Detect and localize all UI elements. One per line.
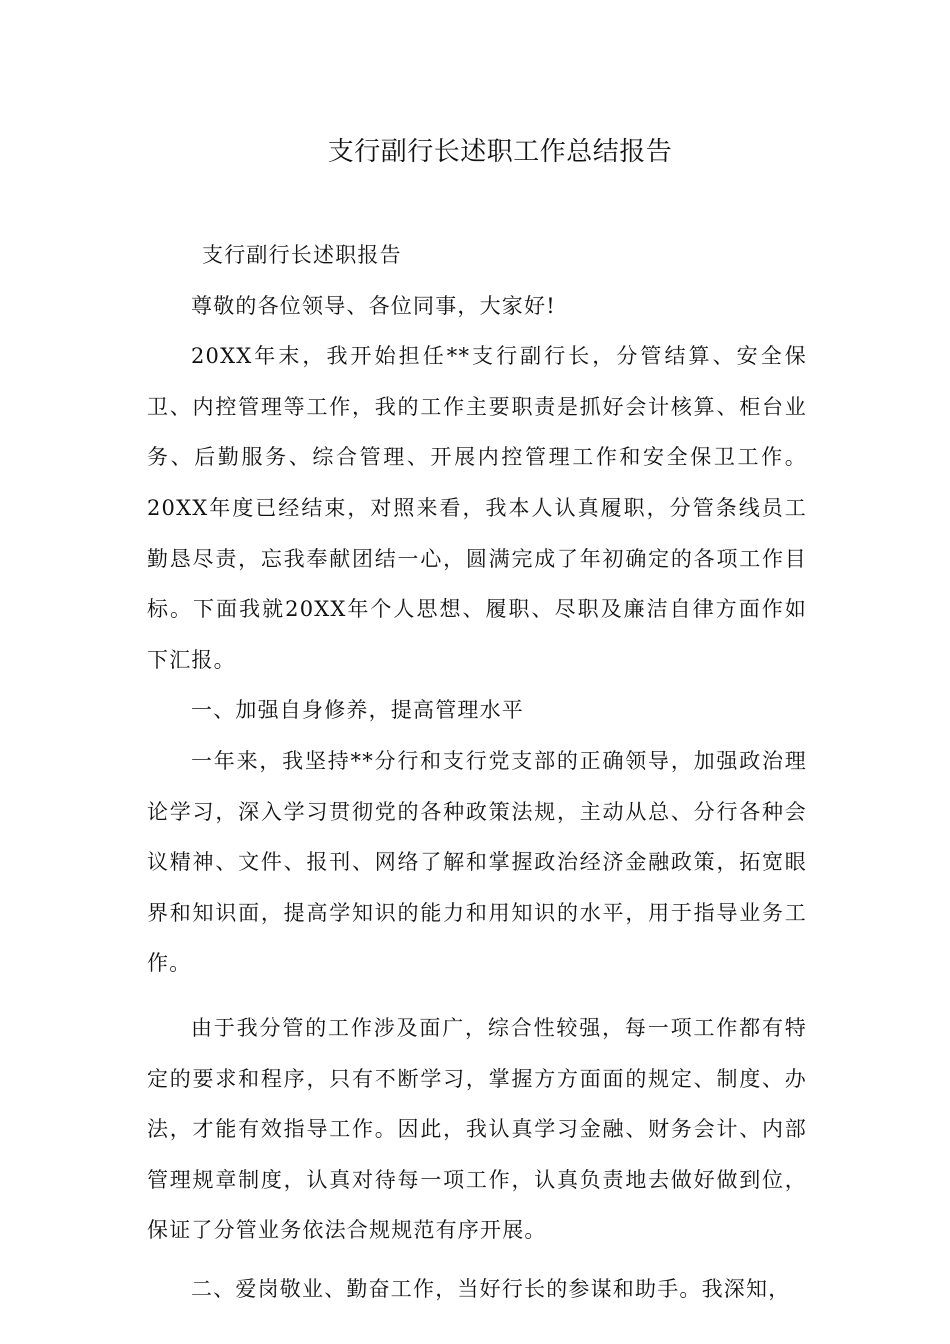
document-title: 支行副行长述职工作总结报告	[327, 137, 673, 167]
section-heading-1: 一、加强自身修养，提高管理水平	[191, 698, 524, 723]
body-paragraph-1: 一年来，我坚持**分行和支行党支部的正确领导，加强政治理论学习，深入学习贯彻党的各种政策法规，主动从总、分行各种会议精神、文件、报刊、网络了解和掌握政治经济金融政策，拓宽眼界和知识面，提高学知识的能力和用知识的水平，用于指导业务工作。	[147, 748, 807, 976]
intro-paragraph: 20XX年末，我开始担任**支行副行长，分管结算、安全保卫、内控管理等工作，我的工作主要职责是抓好会计核算、柜台业务、后勤服务、综合管理、开展内控管理工作和安全保卫工作。20XX年度已经结束，对照来看，我本人认真履职，分管条线员工勤恳尽责，忘我奉献团结一心，圆满完成了年初确定的各项工作目标。下面我就20XX年个人思想、履职、尽职及廉洁自律方面作如下汇报。	[147, 344, 807, 672]
document-body	[147, 230, 807, 1314]
greeting-paragraph: 尊敬的各位领导、各位同事，大家好!	[191, 293, 556, 318]
document-subtitle: 支行副行长述职报告	[202, 243, 402, 267]
body-paragraph-2: 由于我分管的工作涉及面广，综合性较强，每一项工作都有特定的要求和程序，只有不断学习，掌握方方面面的规定、制度、办法，才能有效指导工作。因此，我认真学习金融、财务会计、内部管理规章制度，认真对待每一项工作，认真负责地去做好做到位，保证了分管业务依法合规规范有序开展。	[147, 1015, 807, 1243]
section-heading-2: 二、爱岗敬业、勤奋工作，当好行长的参谋和助手。我深知，	[191, 1276, 791, 1301]
